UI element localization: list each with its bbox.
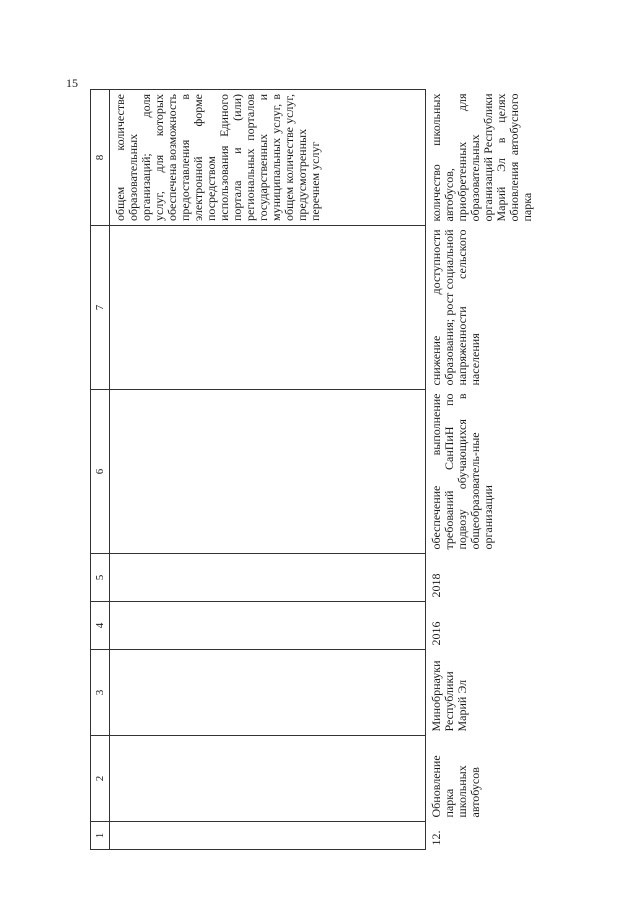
indicator-cell: общем количестве образовательных организаций; доля услуг, для которых обеспечена возможность предоставления в электронной форме посредством использования Единого портала и (или) региональных порталов государственных и муниципальных услуг, в общем количестве услуг, предусмотренных перечнем услуг bbox=[110, 90, 426, 226]
column-header-8: 8 bbox=[91, 90, 110, 226]
column-header-3: 3 bbox=[91, 650, 110, 736]
program-measures-table bbox=[90, 89, 576, 850]
cell-empty bbox=[110, 736, 426, 822]
expected-result: обеспечение выполнение требований СанПиН по подвозу обучающихся в общеобразователь-ные организации bbox=[429, 393, 495, 550]
end-year: 2018 bbox=[429, 573, 443, 598]
cell-empty bbox=[110, 602, 426, 650]
start-year: 2016 bbox=[429, 621, 443, 646]
consequence: снижение доступности образования; рост социальной напряженности сельского населения bbox=[429, 229, 482, 386]
rotated-table-container bbox=[90, 90, 560, 850]
row-number: 12. bbox=[429, 830, 443, 846]
column-header-6: 6 bbox=[91, 390, 110, 554]
column-header-2: 2 bbox=[91, 736, 110, 822]
column-number-row bbox=[91, 90, 110, 850]
cell-empty bbox=[110, 554, 426, 602]
cell-empty bbox=[110, 822, 426, 850]
cell-empty bbox=[110, 650, 426, 736]
measure-name: Обновление парка школьных автобусов bbox=[429, 755, 482, 818]
column-header-5: 5 bbox=[91, 554, 110, 602]
executor: Минобрнауки Республики Марий Эл bbox=[429, 660, 469, 732]
column-header-7: 7 bbox=[91, 226, 110, 390]
page-number: 15 bbox=[66, 76, 78, 90]
indicator-cell: количество школьных автобусов, приобретенных для образовательных организаций Республики Марий Эл в целях обновления автобусного парка bbox=[429, 93, 534, 222]
continued-row bbox=[110, 90, 426, 850]
column-header-1: 1 bbox=[91, 822, 110, 850]
table-row bbox=[426, 90, 577, 850]
cell-empty bbox=[110, 390, 426, 554]
column-header-4: 4 bbox=[91, 602, 110, 650]
cell-empty bbox=[110, 226, 426, 390]
